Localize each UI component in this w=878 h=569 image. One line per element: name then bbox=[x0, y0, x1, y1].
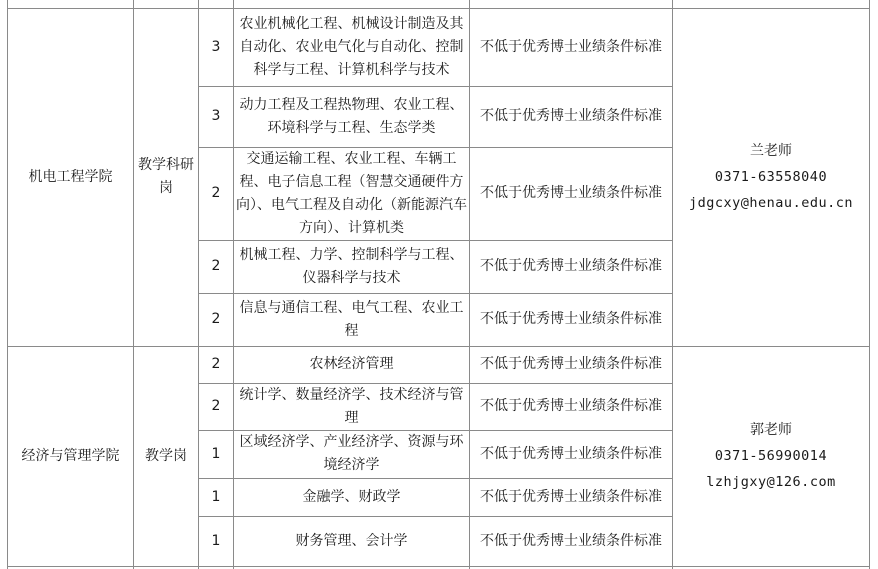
empty-cell bbox=[134, 0, 199, 8]
majors-cell: 统计学、数量经济学、技术经济与管理 bbox=[234, 383, 470, 430]
majors-cell: 农林经济管理 bbox=[234, 346, 470, 383]
contact-phone: 0371-63558040 bbox=[714, 169, 828, 185]
majors-cell: 金融学、财政学 bbox=[234, 478, 470, 516]
majors-cell: 农业机械化工程、机械设计制造及其自动化、农业电气化与自动化、控制科学与工程、计算机科学与技术 bbox=[234, 8, 470, 86]
empty-cell bbox=[8, 0, 134, 8]
count-cell: 1 bbox=[199, 430, 234, 478]
majors-cell: 信息与通信工程、电气工程、农业工程 bbox=[234, 293, 470, 346]
count-cell: 3 bbox=[199, 8, 234, 86]
count-cell: 2 bbox=[199, 240, 234, 293]
majors-cell: 机械工程、力学、控制科学与工程、仪器科学与技术 bbox=[234, 240, 470, 293]
count-cell: 2 bbox=[199, 293, 234, 346]
count-cell: 1 bbox=[199, 516, 234, 566]
count-cell: 2 bbox=[199, 147, 234, 240]
standard-cell: 不低于优秀博士业绩条件标准 bbox=[470, 293, 673, 346]
contact-email[interactable]: lzhjgxy@126.com bbox=[706, 474, 836, 490]
count-cell: 1 bbox=[199, 478, 234, 516]
table-row-partial-top bbox=[8, 0, 870, 8]
table-row bbox=[8, 346, 870, 383]
standard-cell: 不低于优秀博士业绩条件标准 bbox=[470, 478, 673, 516]
contact-email[interactable]: jdgcxy@henau.edu.cn bbox=[689, 195, 853, 211]
standard-cell: 不低于优秀博士业绩条件标准 bbox=[470, 383, 673, 430]
contact-name: 兰老师 bbox=[750, 143, 792, 159]
empty-cell bbox=[199, 0, 234, 8]
majors-cell: 交通运输工程、农业工程、车辆工程、电子信息工程（智慧交通硬件方向）、电气工程及自动化（新能源汽车方向）、计算机类 bbox=[234, 147, 470, 240]
contact-cell bbox=[673, 346, 870, 566]
standard-cell: 不低于优秀博士业绩条件标准 bbox=[470, 240, 673, 293]
college-cell: 机电工程学院 bbox=[8, 8, 134, 346]
count-cell: 2 bbox=[199, 383, 234, 430]
standard-cell: 不低于优秀博士业绩条件标准 bbox=[470, 346, 673, 383]
empty-cell bbox=[673, 0, 870, 8]
college-cell: 经济与管理学院 bbox=[8, 346, 134, 566]
position-cell: 教学岗 bbox=[134, 346, 199, 566]
standard-cell: 不低于优秀博士业绩条件标准 bbox=[470, 516, 673, 566]
standard-cell: 不低于优秀博士业绩条件标准 bbox=[470, 86, 673, 147]
contact-cell bbox=[673, 8, 870, 346]
position-cell: 教学科研岗 bbox=[134, 8, 199, 346]
majors-cell: 动力工程及工程热物理、农业工程、环境科学与工程、生态学类 bbox=[234, 86, 470, 147]
majors-cell: 区域经济学、产业经济学、资源与环境经济学 bbox=[234, 430, 470, 478]
empty-cell bbox=[470, 0, 673, 8]
count-cell: 2 bbox=[199, 346, 234, 383]
standard-cell: 不低于优秀博士业绩条件标准 bbox=[470, 430, 673, 478]
majors-cell: 财务管理、会计学 bbox=[234, 516, 470, 566]
standard-cell: 不低于优秀博士业绩条件标准 bbox=[470, 8, 673, 86]
contact-phone: 0371-56990014 bbox=[714, 448, 828, 464]
empty-cell bbox=[234, 0, 470, 8]
count-cell: 3 bbox=[199, 86, 234, 147]
contact-name: 郭老师 bbox=[750, 422, 792, 438]
standard-cell: 不低于优秀博士业绩条件标准 bbox=[470, 147, 673, 240]
recruitment-table bbox=[7, 0, 870, 569]
table-row bbox=[8, 8, 870, 86]
